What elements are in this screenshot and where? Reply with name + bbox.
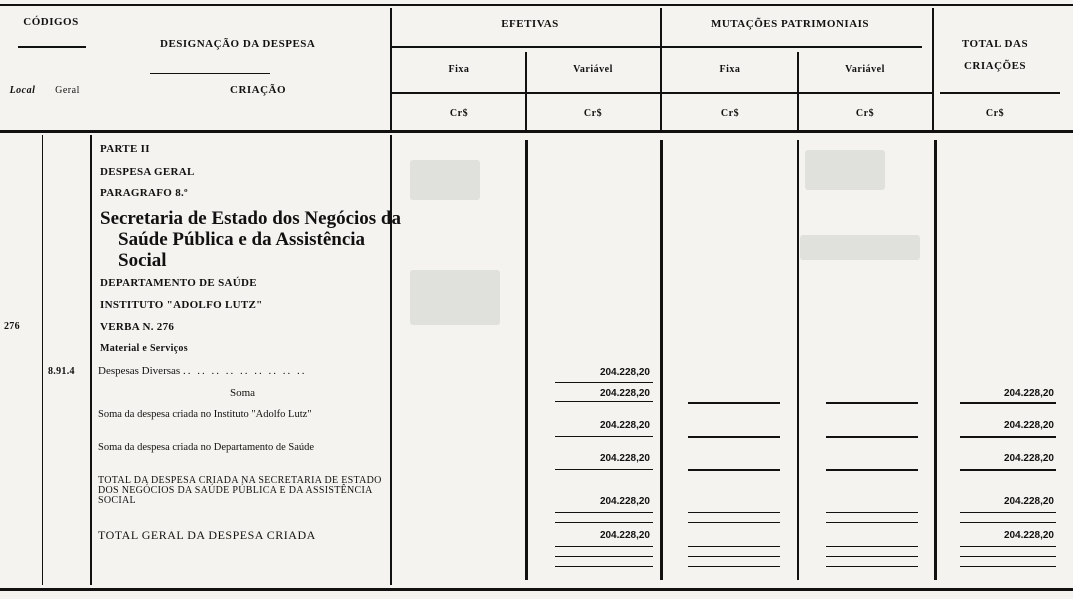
secretaria-heading: Secretaria de Estado dos Negócios da Saúde Pública e da Assistência Social xyxy=(100,208,401,271)
total-soma-departamento: 204.228,20 xyxy=(1003,453,1054,464)
currency-total: Cr$ xyxy=(985,108,1005,119)
parte-label: PARTE II xyxy=(100,143,150,155)
verba-label: VERBA N. 276 xyxy=(100,321,175,333)
header-mutacoes: MUTAÇÕES PATRIMONIAIS xyxy=(710,18,870,30)
header-codigos: CÓDIGOS xyxy=(23,16,79,28)
geral-code: 8.91.4 xyxy=(48,366,75,377)
total-geral-label: TOTAL GERAL DA DESPESA CRIADA xyxy=(98,528,316,542)
header-total-das: TOTAL DAS xyxy=(961,38,1029,50)
material-label: Material e Serviços xyxy=(100,343,188,354)
currency-variavel-efetivas: Cr$ xyxy=(583,108,603,119)
header-fixa-mutacoes: Fixa xyxy=(719,64,741,75)
despesa-geral-label: DESPESA GERAL xyxy=(100,166,195,178)
header-fixa-efetivas: Fixa xyxy=(448,64,470,75)
verba-code: 276 xyxy=(4,321,20,332)
value-soma-departamento: 204.228,20 xyxy=(599,453,650,464)
total-total-secretaria: 204.228,20 xyxy=(1003,496,1054,507)
total-secretaria-label: TOTAL DA DESPESA CRIADA NA SECRETARIA DE ESTADO DOS NEGÓCIOS DA SAÚDE PÚBLICA E DA ASSISTÊNCIA SOCIAL xyxy=(98,475,382,506)
value-soma-instituto: 204.228,20 xyxy=(599,420,650,431)
despesas-diversas-row: Despesas Diversas .. .. .. .. .. .. .. .. .. xyxy=(98,365,307,377)
header-criacao: CRIAÇÃO xyxy=(230,84,287,96)
value-total-secretaria: 204.228,20 xyxy=(599,496,650,507)
value-soma: 204.228,20 xyxy=(599,388,650,399)
header-criacoes: CRIAÇÕES xyxy=(963,60,1027,72)
total-soma: 204.228,20 xyxy=(1003,388,1054,399)
despesas-diversas-label: Despesas Diversas xyxy=(98,365,181,377)
soma-departamento-label: Soma da despesa criada no Departamento de Saúde xyxy=(98,442,315,453)
instituto-label: INSTITUTO "ADOLFO LUTZ" xyxy=(100,299,263,311)
paragrafo-label: PARAGRAFO 8.º xyxy=(100,187,188,199)
currency-fixa-efetivas: Cr$ xyxy=(449,108,469,119)
departamento-label: DEPARTAMENTO DE SAÚDE xyxy=(100,277,257,289)
currency-fixa-mutacoes: Cr$ xyxy=(720,108,740,119)
total-soma-instituto: 204.228,20 xyxy=(1003,420,1054,431)
header-variavel-mutacoes: Variável xyxy=(845,64,885,75)
header-geral: Geral xyxy=(55,85,80,96)
value-despesas-diversas: 204.228,20 xyxy=(599,367,650,378)
header-local: Local xyxy=(9,85,36,96)
soma-instituto-label: Soma da despesa criada no Instituto "Adolfo Lutz" xyxy=(98,409,312,420)
header-variavel-efetivas: Variável xyxy=(573,64,613,75)
header-efetivas: EFETIVAS xyxy=(501,18,559,30)
header-designacao: DESIGNAÇÃO DA DESPESA xyxy=(160,38,316,50)
total-total-geral: 204.228,20 xyxy=(1003,530,1054,541)
currency-variavel-mutacoes: Cr$ xyxy=(855,108,875,119)
soma-label: Soma xyxy=(230,387,256,399)
value-total-geral: 204.228,20 xyxy=(599,530,650,541)
